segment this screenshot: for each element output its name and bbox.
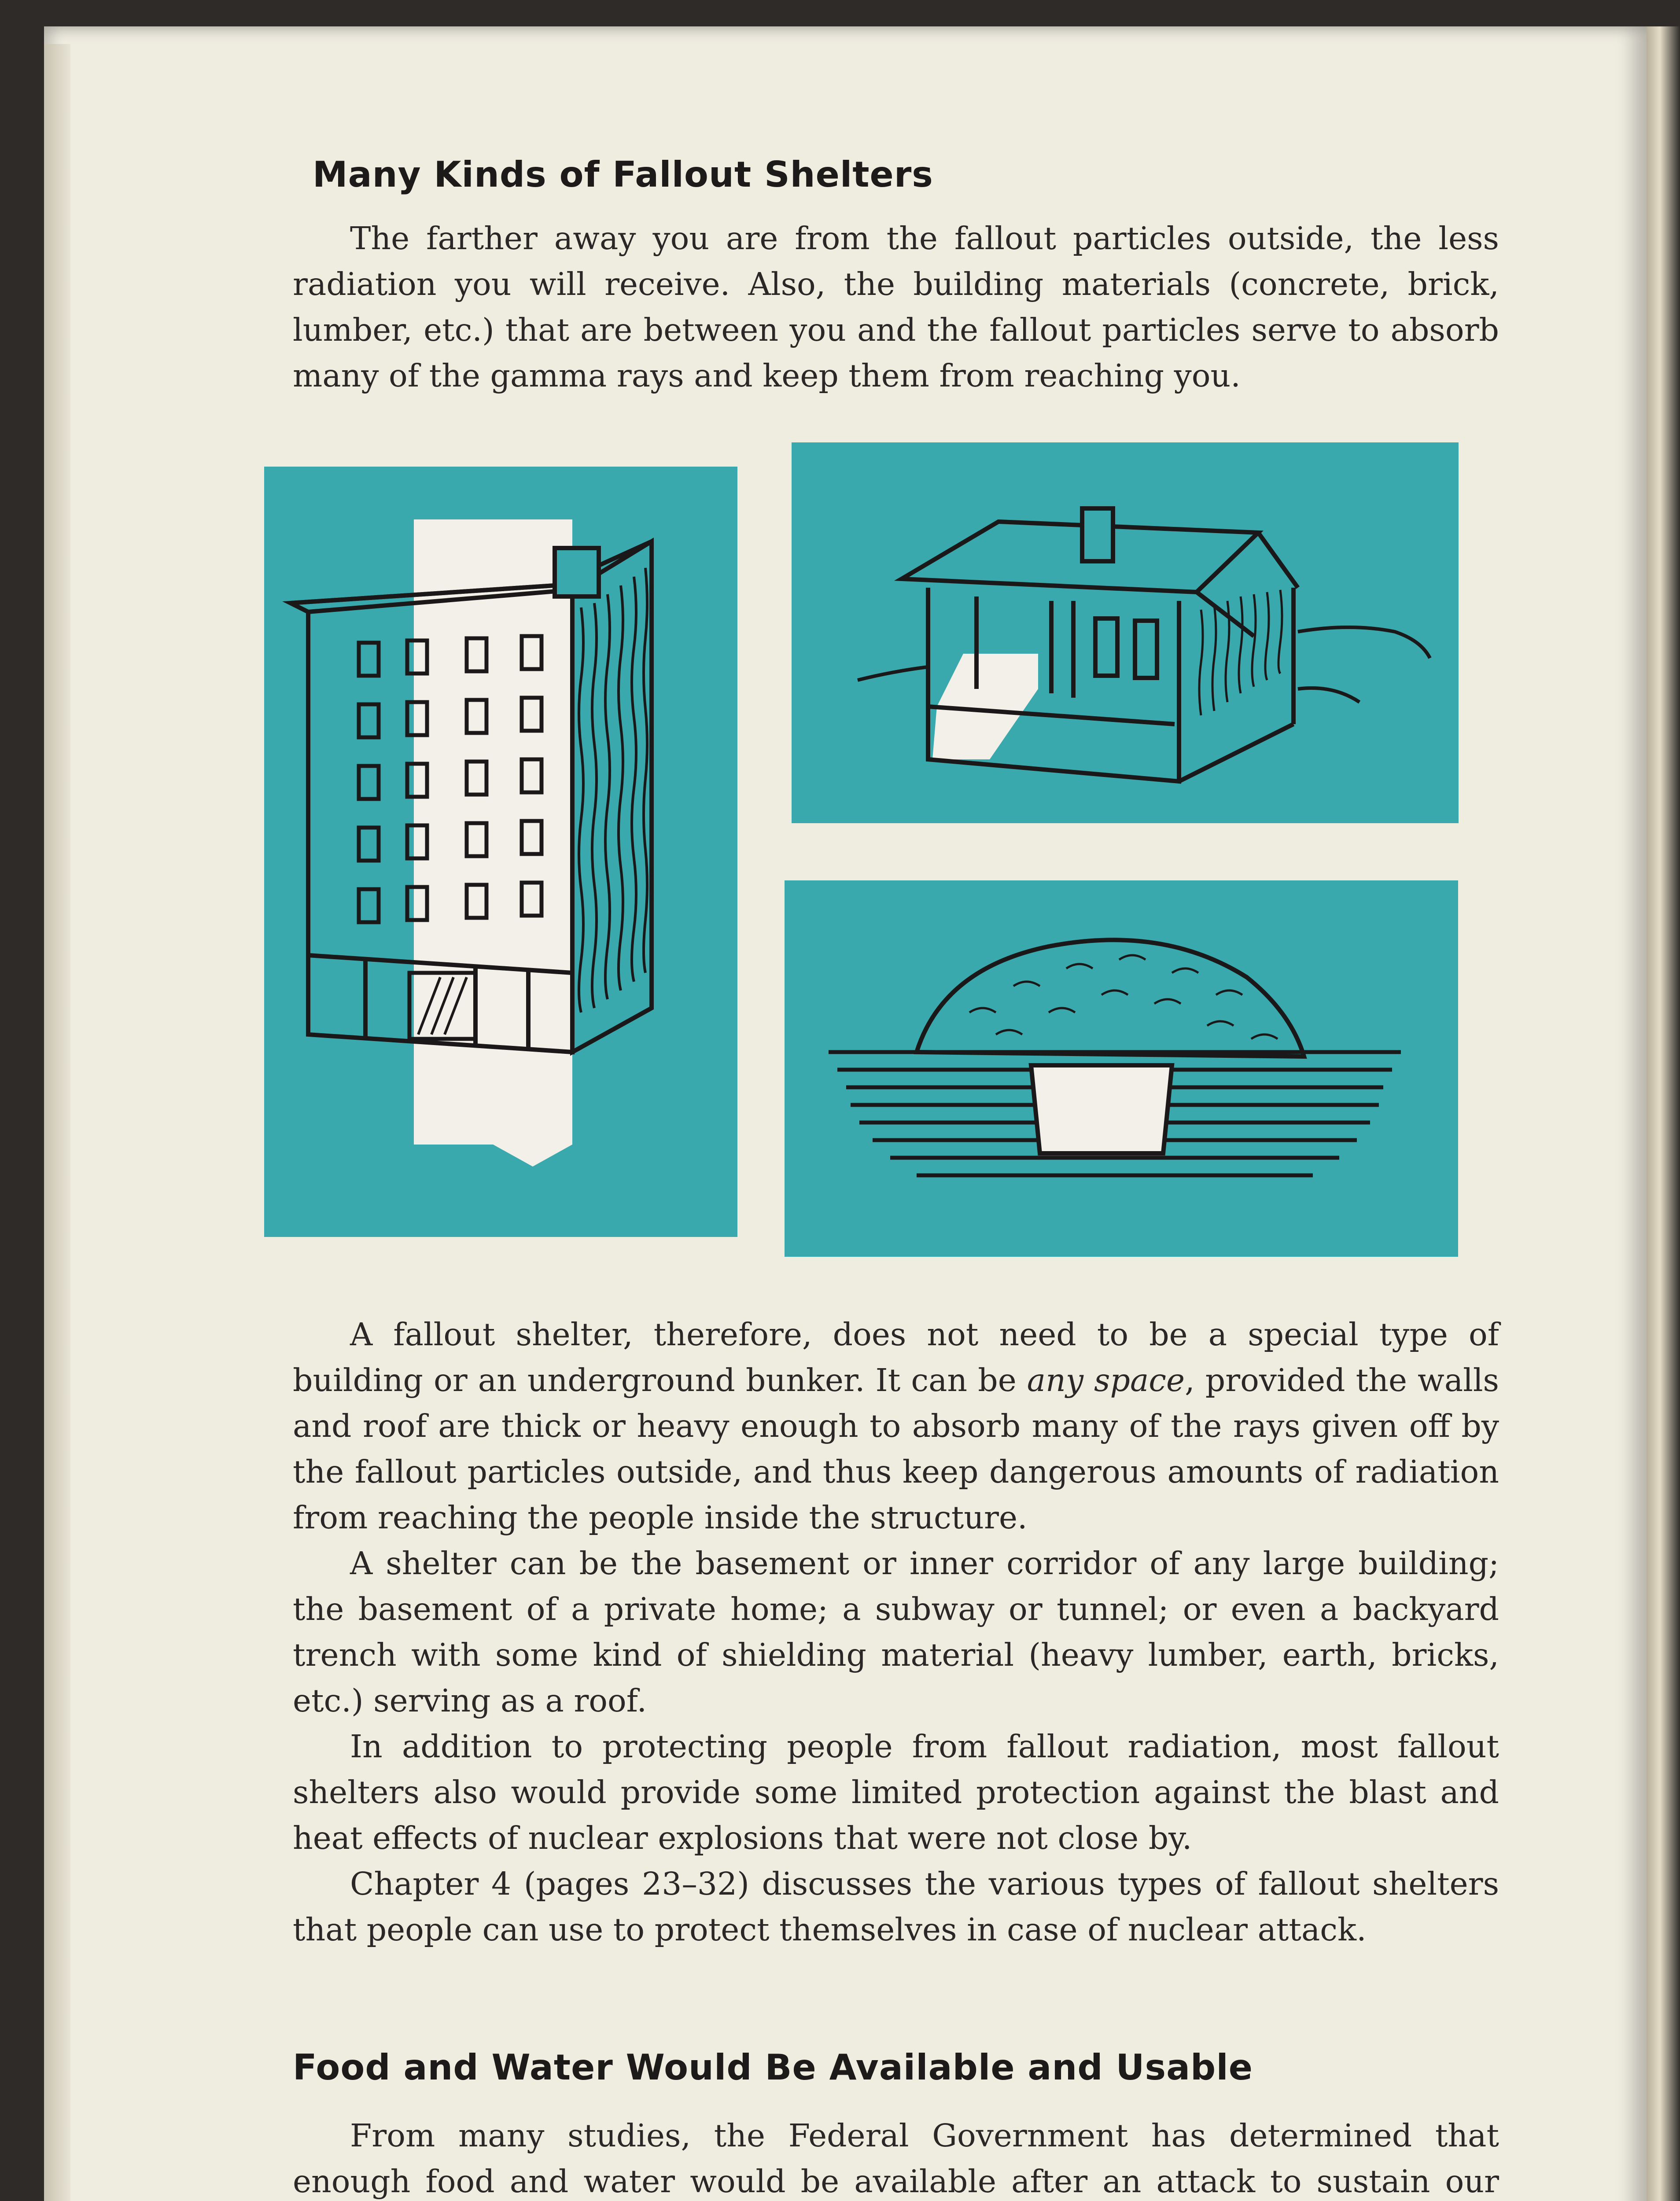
house-basement-shelter-illustration xyxy=(792,442,1459,823)
main-body-text xyxy=(293,1312,1499,1953)
chimney xyxy=(1082,508,1113,561)
paragraph-any-space xyxy=(293,1312,1499,1541)
intro-paragraph xyxy=(293,216,1499,399)
page-edge-left xyxy=(44,44,70,2201)
paragraph-1-end: , provided the walls and roof are thick or heavy enough to absorb many of the rays given off by the fallout particles outside, and thus keep dangerous amounts of radiation from reaching the people inside the structure. xyxy=(293,1362,1499,1536)
section-heading-food-water: Food and Water Would Be Available and Usable xyxy=(293,2047,1253,2088)
paragraph-chapter-reference: Chapter 4 (pages 23–32) discusses the various types of fallout shelters that people can use to protect themselves in case of nuclear attack. xyxy=(293,1866,1499,1948)
trench-space xyxy=(1031,1065,1172,1153)
paragraph-blast-protection: In addition to protecting people from fallout radiation, most fallout shelters also would provide some limited protection against the blast and heat effects of nuclear explosions that were not close by. xyxy=(293,1728,1499,1856)
tall-building-shelter-illustration xyxy=(264,467,737,1237)
page-edge-right xyxy=(1647,26,1680,2201)
backyard-trench-shelter-illustration xyxy=(785,880,1458,1257)
emphasis-any-space: any space xyxy=(1027,1362,1185,1399)
protected-core-area xyxy=(414,519,572,1167)
intro-text: The farther away you are from the fallout particles outside, the less radiation you will receive. Also, the building materials (concrete, brick, lumber, etc.) that are between you and the fallout particles serve to absorb many of the gamma rays and keep them from reaching you. xyxy=(293,220,1499,394)
paragraph-1-start: A fallout shelter, therefore, does not need to be a special type of building or an underground bunker. It can be xyxy=(293,1316,1499,1399)
chimney xyxy=(555,548,599,596)
food-water-text xyxy=(293,2113,1499,2201)
teal-background xyxy=(792,442,1459,823)
paragraph-shelter-locations: A shelter can be the basement or inner corridor of any large building; the basement of a private home; a subway or tunnel; or even a backyard trench with some kind of shielding material (heavy lumber, earth, bricks, etc.) serving as a roof. xyxy=(293,1545,1499,1719)
section-heading-fallout-shelters: Many Kinds of Fallout Shelters xyxy=(313,154,933,195)
paragraph-food-water: From many studies, the Federal Government has determined that enough food and water would be available after an attack to sustain our xyxy=(293,2117,1499,2200)
